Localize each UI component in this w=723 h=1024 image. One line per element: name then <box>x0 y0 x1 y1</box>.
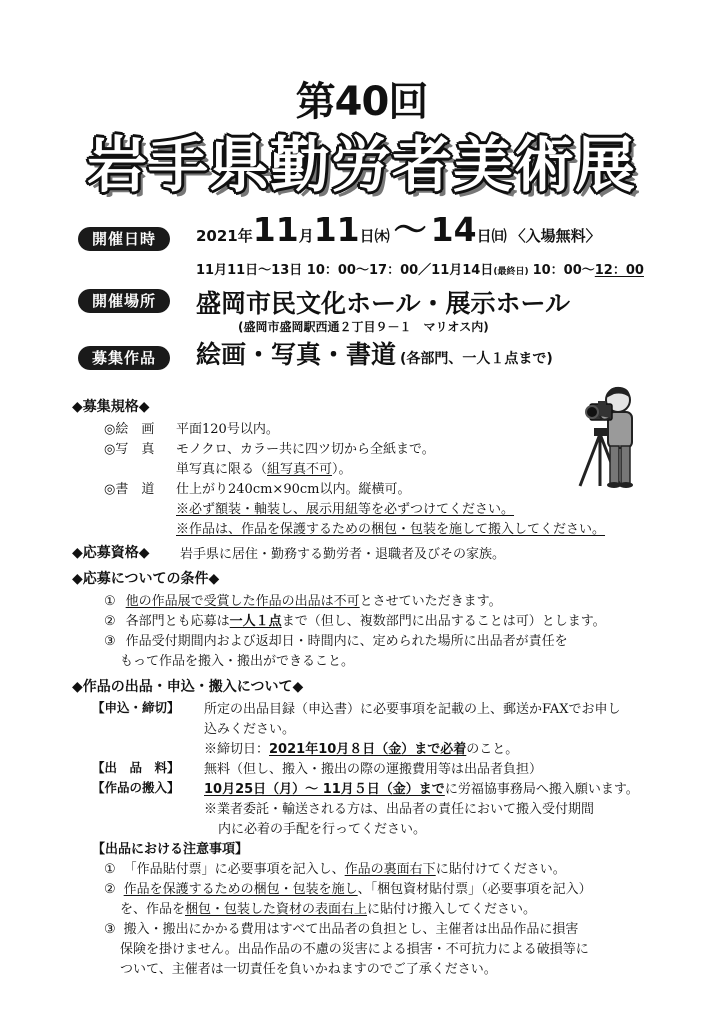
start-month: 11 <box>252 210 299 249</box>
delivery-rest: に労福協事務局へ搬入願います。 <box>444 782 639 797</box>
day-unit: 日 <box>359 227 375 245</box>
delivery-label: 【作品の搬入】 <box>92 780 180 795</box>
condition-2-a: 各部門とも応募は <box>125 614 230 629</box>
note-1-b: に貼付けてください。 <box>435 862 566 877</box>
hours-last: 10：00〜 <box>532 263 595 278</box>
note-2-line2 <box>120 898 536 917</box>
spec-photo-text1: モノクロ、カラー共に四ツ切から全紙まで。 <box>176 442 435 457</box>
hours-prefix: 11月11日〜13日 10：00〜17：00／11月14日 <box>196 263 494 278</box>
edition-number: 第40回 <box>295 79 428 125</box>
note-1-underlined: 作品の裏面右下 <box>344 862 436 877</box>
note-3 <box>104 918 578 937</box>
spec-painting-text: 平面120号以内。 <box>176 422 279 437</box>
end-day: 14 <box>430 210 477 249</box>
apply-line1: 所定の出品目録（申込書）に必要事項を記載の上、郵送かFAXでお申し <box>204 702 621 717</box>
spec-calli-note2: ※作品は、作品を保護するための梱包・包装を施して搬入してください。 <box>176 522 606 537</box>
deadline-date: 2021年10月８日（金）まで必着 <box>269 742 467 757</box>
notes-heading: 【出品における注意事項】 <box>92 842 249 857</box>
venue-label-badge: 開催場所 <box>78 289 170 313</box>
admission-free: 〈入場無料〉 <box>510 227 601 245</box>
works-note: (各部門、一人１点まで) <box>400 351 553 367</box>
delivery-period <box>204 778 639 797</box>
eligibility-heading: ◆応募資格◆ <box>72 545 150 561</box>
spec-calli-note1: ※必ず額装・軸装し、展示用紐等を必ずつけてください。 <box>176 502 515 517</box>
note-3-num: ③ <box>104 922 116 937</box>
eligibility-text: 岩手県に居住・勤務する勤労者・退職者及びその家族。 <box>180 547 506 562</box>
spec-calli-label: ◎書 道 <box>104 482 155 497</box>
note-1-a: 「作品貼付票」に必要事項を記入し、 <box>123 862 345 877</box>
note-3-line2: 保険を掛けません。出品作品の不慮の災害による損害・不可抗力による破損等に <box>120 942 589 957</box>
start-weekday: ㈭ <box>374 227 390 245</box>
fee-text: 無料（但し、搬入・搬出の際の運搬費用等は出品者負担） <box>204 762 543 777</box>
event-date <box>196 210 601 249</box>
event-hours <box>196 259 644 278</box>
venue-name: 盛岡市民文化ホール・展示ホール <box>196 289 571 318</box>
spec-photo-text2-u: 組写真不可 <box>267 462 333 477</box>
note-2 <box>104 878 592 897</box>
spec-photo-label: ◎写 真 <box>104 442 155 457</box>
spec-calli-text1: 仕上がり240cm×90cm以内。縦横可。 <box>176 482 411 497</box>
venue-address: (盛岡市盛岡駅西通２丁目９－１ マリオス内) <box>238 320 489 334</box>
spec-photo-text2-b: ）。 <box>332 462 352 477</box>
note-3-line3: ついて、主催者は一切責任を負いかねますのでご了承ください。 <box>120 962 497 977</box>
exhibition-title: 岩手県勤労者美術展 <box>87 131 636 201</box>
hours-final-day: (最終日) <box>493 267 529 277</box>
note-2-line2-b: に貼付け搬入してください。 <box>367 902 537 917</box>
condition-3-line2: もって作品を搬入・搬出ができること。 <box>120 654 355 669</box>
deadline-prefix: ※締切日： <box>204 742 270 757</box>
end-day-unit: 日 <box>476 227 492 245</box>
condition-3-line1: 作品受付期間内および返却日・時間内に、定められた場所に出品者が責任を <box>125 634 568 649</box>
condition-3 <box>104 630 568 649</box>
deadline <box>204 738 518 757</box>
apply-line2: 込みください。 <box>204 722 296 737</box>
conditions-heading: ◆応募についての条件◆ <box>72 571 220 587</box>
spec-photo-text2 <box>176 458 352 477</box>
deadline-suffix: のこと。 <box>466 742 519 757</box>
note-1-num: ① <box>104 862 116 877</box>
apply-label: 【申込・締切】 <box>92 700 180 715</box>
spec-painting-label: ◎絵 画 <box>104 422 155 437</box>
note-2-line2-underlined: 梱包・包装した資材の表面右上 <box>185 902 368 917</box>
start-day: 11 <box>313 210 360 249</box>
photographer-illustration <box>570 382 640 490</box>
note-2-rest: 、「梱包資材貼付票」（必要事項を記入） <box>357 882 592 897</box>
delivery-dates: 10月25日（月）〜 11月５日（金）まで <box>204 782 445 797</box>
event-year: 2021年 <box>196 227 253 245</box>
date-tilde: 〜 <box>393 210 427 249</box>
condition-2 <box>104 610 606 629</box>
note-3-line1: 搬入・搬出にかかる費用はすべて出品者の負担とし、主催者は出品作品に損害 <box>123 922 579 937</box>
condition-3-num: ③ <box>104 634 116 649</box>
works-categories <box>196 340 553 370</box>
hours-end: 12：00 <box>594 263 644 278</box>
month-unit: 月 <box>298 227 314 245</box>
date-label-badge: 開催日時 <box>78 227 170 251</box>
works-list: 絵画・写真・書道 <box>196 340 397 369</box>
delivery-note2: 内に必着の手配を行ってください。 <box>218 822 427 837</box>
condition-1-num: ① <box>104 594 116 609</box>
end-weekday: ㈰ <box>491 227 507 245</box>
delivery-note1: ※業者委託・輸送される方は、出品者の責任において搬入受付期間 <box>204 802 595 817</box>
note-2-line2-a: を、作品を <box>120 902 186 917</box>
condition-2-rest: まで（但し、複数部門に出品することは可）とします。 <box>281 614 606 629</box>
fee-label: 【出 品 料】 <box>92 760 180 775</box>
condition-2-num: ② <box>104 614 116 629</box>
submission-heading: ◆作品の出品・申込・搬入について◆ <box>72 679 304 695</box>
specs-heading: ◆募集規格◆ <box>72 399 150 415</box>
condition-1-underlined: 他の作品展で受賞した作品の出品は不可 <box>125 594 360 609</box>
condition-1-rest: とさせていただきます。 <box>359 594 502 609</box>
note-2-underlined: 作品を保護するための梱包・包装を施し <box>123 882 358 897</box>
condition-1 <box>104 590 502 609</box>
condition-2-bold: 一人１点 <box>229 614 282 629</box>
note-1 <box>104 858 566 877</box>
note-2-num: ② <box>104 882 116 897</box>
works-label-badge: 募集作品 <box>78 346 170 370</box>
spec-photo-text2-a: 単写真に限る（ <box>176 462 268 477</box>
